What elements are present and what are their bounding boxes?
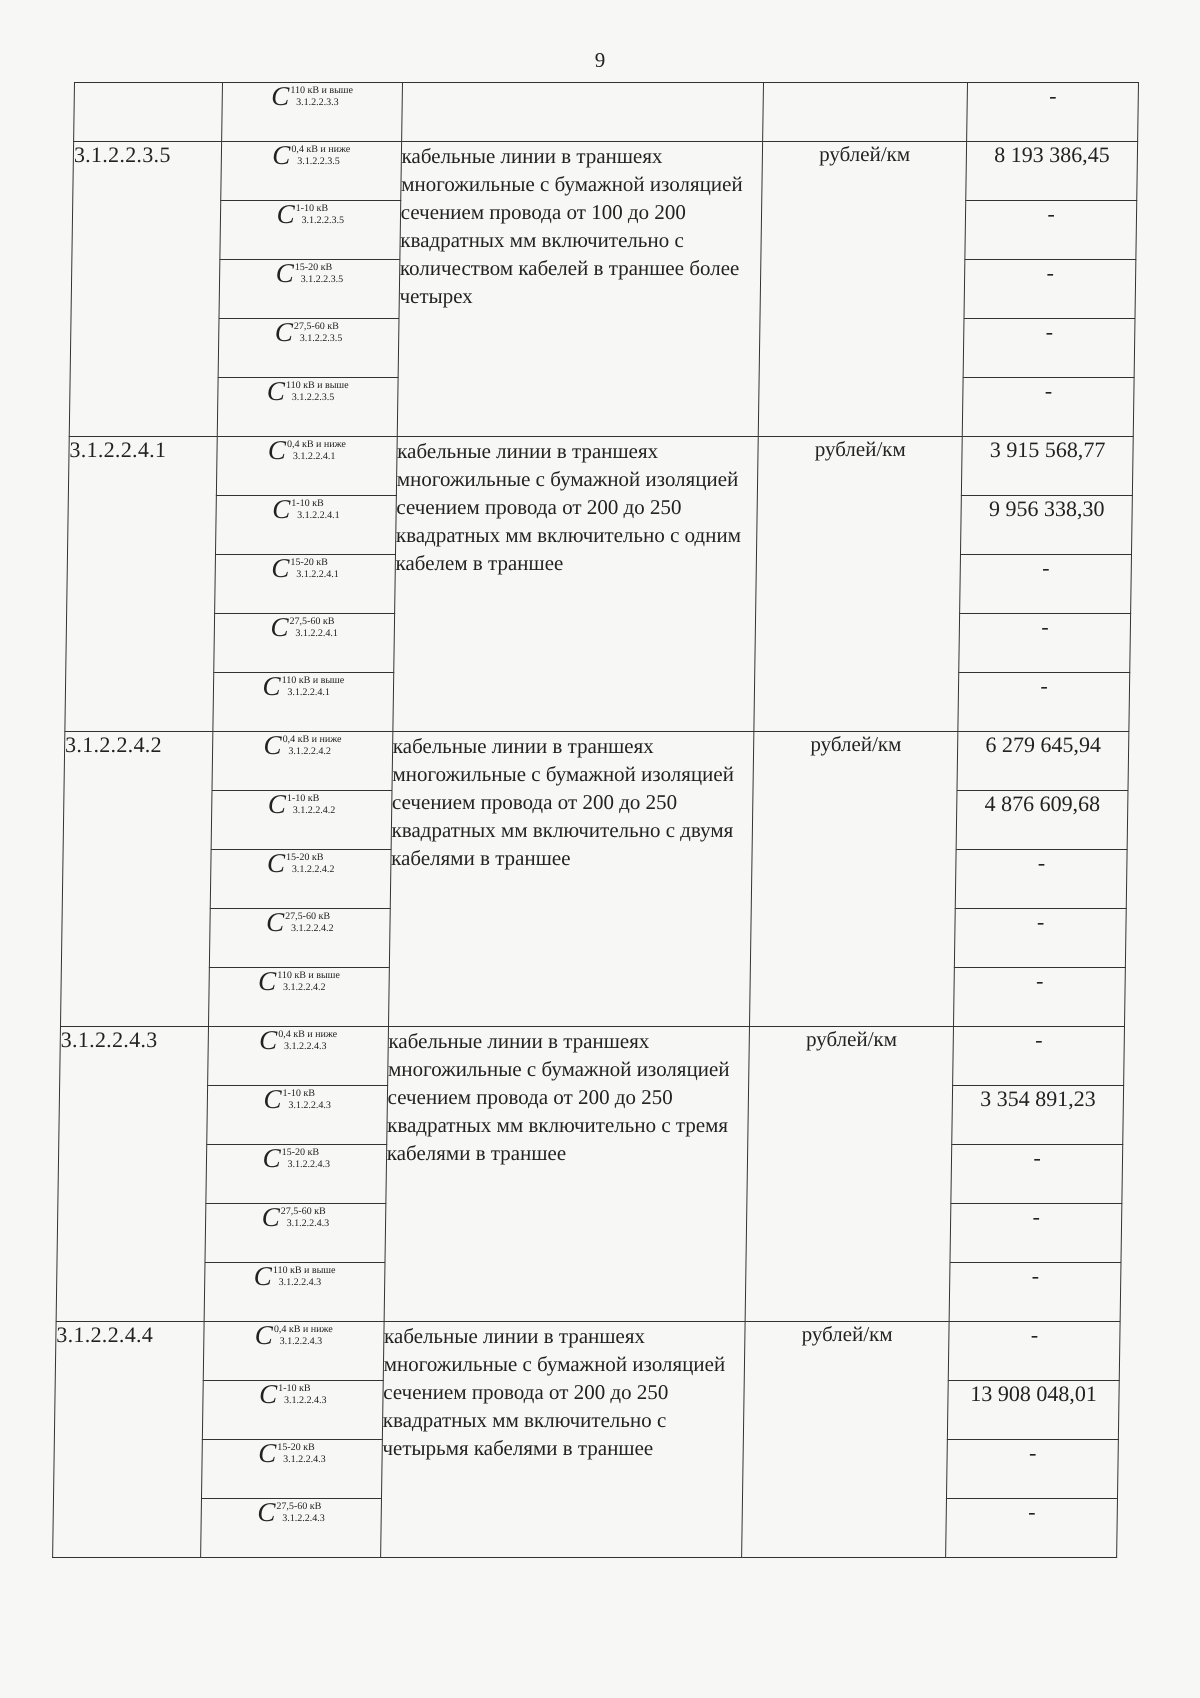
voltage-class-superscript: 0,4 кВ и ниже: [278, 1028, 338, 1040]
rate-symbol-cell: [221, 142, 402, 201]
rate-symbol-indices: [287, 793, 336, 817]
rate-symbol-letter: C: [266, 376, 286, 406]
voltage-class-superscript: 110 кВ и выше: [290, 84, 354, 96]
rate-symbol-cell: [204, 1263, 385, 1322]
rate-symbol-letter: C: [274, 317, 294, 347]
voltage-class-superscript: 27,5-60 кВ: [276, 1500, 322, 1512]
voltage-class-superscript: 15-20 кВ: [290, 556, 328, 568]
rate-symbol-letter: C: [267, 789, 287, 819]
rate-code-subscript: 3.1.2.2.4.3: [279, 1335, 323, 1347]
rate-symbol-letter: C: [261, 1202, 280, 1232]
rate-code-subscript: 3.1.2.2.4.3: [282, 1512, 325, 1524]
unit-cell: рублей/км: [750, 732, 958, 1027]
rate-symbol: [261, 1204, 329, 1231]
rate-value-cell: 3 354 891,23: [952, 1086, 1124, 1145]
rate-symbol: [255, 1322, 333, 1349]
tariff-table-body: [53, 83, 1139, 1558]
voltage-class-superscript: 110 кВ и выше: [277, 969, 340, 981]
unit-cell: рублей/км: [759, 142, 967, 437]
rate-symbol: [259, 1027, 337, 1054]
rate-value-cell: 4 876 609,68: [956, 791, 1128, 850]
rate-symbol-cell: [222, 83, 403, 142]
rate-code-subscript: 3.1.2.2.4.3: [283, 1394, 327, 1406]
rate-symbol-cell: [203, 1322, 384, 1381]
rate-symbol-letter: C: [271, 553, 290, 583]
rate-symbol: [258, 968, 340, 995]
table-row: [74, 83, 1139, 142]
rate-code-subscript: 3.1.2.2.4.3: [284, 1040, 327, 1052]
rate-symbol-indices: [276, 1501, 325, 1525]
rate-symbol-indices: [277, 1442, 326, 1466]
rate-value-cell: -: [964, 260, 1136, 319]
rate-symbol-letter: C: [271, 81, 290, 111]
rate-symbol: [266, 909, 334, 936]
item-description-cell: [401, 83, 764, 142]
rate-symbol: [263, 1086, 331, 1113]
rate-symbol: [262, 1145, 330, 1172]
rate-symbol-indices: [285, 911, 334, 935]
rate-symbol-letter: C: [258, 1379, 278, 1409]
rate-symbol-letter: C: [253, 1261, 273, 1291]
rate-value-cell: 9 956 338,30: [961, 496, 1133, 555]
rate-code-subscript: 3.1.2.2.4.3: [278, 1276, 322, 1288]
voltage-class-superscript: 15-20 кВ: [277, 1441, 315, 1453]
rate-symbol-cell: [212, 732, 393, 791]
rate-code-subscript: 3.1.2.2.3.3: [296, 96, 339, 108]
rate-symbol: [268, 437, 346, 464]
rate-value-cell: -: [949, 1263, 1121, 1322]
rate-symbol-letter: C: [257, 1497, 276, 1527]
rate-symbol-cell: [210, 850, 391, 909]
rate-value-cell: -: [955, 850, 1127, 909]
rate-symbol-indices: [282, 1088, 331, 1112]
voltage-class-superscript: 0,4 кВ и ниже: [291, 143, 351, 155]
rate-symbol-letter: C: [276, 199, 295, 229]
rate-symbol-indices: [294, 321, 343, 345]
rate-symbol-indices: [295, 203, 344, 227]
rate-value-cell: -: [958, 673, 1130, 732]
rate-symbol: [262, 673, 344, 700]
rate-symbol-letter: C: [266, 848, 286, 878]
rate-code-subscript: 3.1.2.2.4.1: [292, 450, 336, 462]
rate-symbol-indices: [282, 734, 341, 758]
rate-symbol-indices: [281, 675, 344, 699]
rate-symbol-cell: [215, 555, 396, 614]
item-code-cell: 3.1.2.2.3.5: [69, 142, 221, 437]
unit-cell: рублей/км: [742, 1322, 949, 1558]
rate-symbol-indices: [278, 1383, 327, 1407]
rate-code-subscript: 3.1.2.2.4.3: [283, 1453, 326, 1465]
rate-symbol-cell: [201, 1440, 382, 1499]
voltage-class-superscript: 27,5-60 кВ: [280, 1205, 326, 1217]
rate-symbol-indices: [286, 852, 335, 876]
voltage-class-superscript: 27,5-60 кВ: [289, 615, 335, 627]
rate-symbol-cell: [214, 614, 395, 673]
rate-code-subscript: 3.1.2.2.4.1: [295, 627, 338, 639]
rate-symbol-letter: C: [267, 435, 287, 465]
rate-symbol-indices: [277, 970, 340, 994]
item-description-cell: кабельные линии в траншеях многожильные с бумажной изоляцией сечением провода от 200 до 250 квадратных мм включительно с тремя кабелями в траншее: [384, 1027, 750, 1322]
rate-symbol: [271, 555, 339, 582]
rate-symbol-indices: [287, 439, 346, 463]
rate-code-subscript: 3.1.2.2.4.2: [290, 922, 334, 934]
table-row: [73, 142, 1138, 201]
rate-symbol-cell: [205, 1204, 386, 1263]
voltage-class-superscript: 1-10 кВ: [291, 497, 324, 509]
rate-symbol-indices: [290, 85, 353, 109]
rate-symbol-letter: C: [257, 1438, 277, 1468]
tariff-table: [52, 82, 1139, 1558]
item-description-cell: кабельные линии в траншеях многожильные с бумажной изоляцией сечением провода от 100 до 200 квадратных мм включительно с количеством кабелей в траншее более четырех: [397, 142, 763, 437]
voltage-class-superscript: 110 кВ и выше: [281, 674, 345, 686]
rate-symbol-cell: [201, 1499, 382, 1558]
rate-code-subscript: 3.1.2.2.4.1: [297, 509, 340, 521]
rate-code-subscript: 3.1.2.2.4.3: [288, 1099, 331, 1111]
rate-symbol-indices: [291, 498, 340, 522]
table-row: [55, 1322, 1120, 1381]
rate-symbol-indices: [278, 1029, 337, 1053]
voltage-class-superscript: 0,4 кВ и ниже: [286, 438, 346, 450]
rate-symbol: [275, 319, 343, 346]
voltage-class-superscript: 15-20 кВ: [285, 851, 324, 863]
rate-symbol-cell: [208, 968, 389, 1027]
voltage-class-superscript: 27,5-60 кВ: [293, 320, 339, 332]
rate-symbol-letter: C: [262, 1143, 281, 1173]
rate-symbol-letter: C: [271, 494, 291, 524]
rate-symbol-indices: [273, 1265, 336, 1289]
rate-symbol-letter: C: [263, 730, 282, 760]
item-description-cell: кабельные линии в траншеях многожильные с бумажной изоляцией сечением провода от 200 до 250 квадратных мм включительно с одним кабелем в траншее: [393, 437, 759, 732]
rate-value-cell: -: [962, 378, 1134, 437]
rate-symbol-cell: [215, 496, 396, 555]
voltage-class-superscript: 1-10 кВ: [278, 1382, 311, 1394]
rate-code-subscript: 3.1.2.2.3.5: [301, 214, 345, 226]
voltage-class-superscript: 1-10 кВ: [295, 202, 329, 214]
rate-code-subscript: 3.1.2.2.4.3: [287, 1158, 331, 1170]
table-row: [68, 437, 1133, 496]
rate-value-cell: -: [946, 1499, 1118, 1558]
rate-symbol-cell: [202, 1381, 383, 1440]
rate-symbol-indices: [286, 380, 349, 404]
rate-code-subscript: 3.1.2.2.4.1: [296, 568, 339, 580]
item-description-cell: кабельные линии в траншеях многожильные с бумажной изоляцией сечением провода от 200 до 250 квадратных мм включительно с двумя кабелями в траншее: [388, 732, 754, 1027]
rate-symbol-indices: [274, 1324, 333, 1348]
rate-symbol-cell: [218, 319, 399, 378]
item-code-cell: 3.1.2.2.4.3: [56, 1027, 208, 1322]
rate-symbol-cell: [220, 201, 401, 260]
rate-code-subscript: 3.1.2.2.3.5: [299, 332, 343, 344]
rate-code-subscript: 3.1.2.2.4.1: [287, 686, 331, 698]
unit-cell: рублей/км: [745, 1027, 953, 1322]
rate-symbol-letter: C: [263, 1084, 282, 1114]
rate-value-cell: -: [965, 201, 1137, 260]
rate-value-cell: -: [959, 614, 1131, 673]
item-code-cell: 3.1.2.2.4.1: [65, 437, 217, 732]
rate-symbol: [257, 1499, 325, 1526]
rate-symbol: [267, 850, 335, 877]
rate-code-subscript: 3.1.2.2.4.3: [286, 1217, 330, 1229]
rate-symbol: [263, 732, 341, 759]
rate-code-subscript: 3.1.2.2.4.2: [288, 745, 332, 757]
rate-symbol: [270, 614, 338, 641]
voltage-class-superscript: 15-20 кВ: [281, 1146, 320, 1158]
table-row: [60, 1027, 1125, 1086]
rate-symbol-cell: [219, 260, 400, 319]
rate-symbol-letter: C: [265, 907, 285, 937]
rate-symbol-cell: [217, 378, 398, 437]
rate-code-subscript: 3.1.2.2.3.5: [291, 391, 335, 403]
unit-cell: [763, 83, 968, 142]
rate-code-subscript: 3.1.2.2.3.5: [297, 155, 340, 167]
rate-symbol-letter: C: [262, 671, 281, 701]
rate-code-subscript: 3.1.2.2.3.5: [300, 273, 344, 285]
rate-value-cell: -: [967, 83, 1139, 142]
rate-symbol-cell: [216, 437, 397, 496]
rate-symbol-cell: [206, 1145, 387, 1204]
unit-cell: рублей/км: [754, 437, 962, 732]
rate-symbol: [254, 1263, 336, 1290]
voltage-class-superscript: 110 кВ и выше: [272, 1264, 336, 1276]
rate-code-subscript: 3.1.2.2.4.2: [283, 981, 326, 993]
item-code-cell: [74, 83, 223, 142]
rate-value-cell: -: [960, 555, 1132, 614]
rate-value-cell: -: [948, 1322, 1120, 1381]
rate-symbol: [267, 378, 349, 405]
rate-value-cell: -: [950, 1204, 1122, 1263]
rate-value-cell: -: [955, 909, 1127, 968]
rate-symbol: [268, 791, 336, 818]
rate-symbol-indices: [281, 1147, 330, 1171]
rate-symbol-letter: C: [258, 1025, 278, 1055]
rate-symbol: [276, 260, 344, 287]
rate-symbol-letter: C: [270, 612, 289, 642]
rate-symbol-cell: [207, 1086, 388, 1145]
item-description-cell: кабельные линии в траншеях многожильные с бумажной изоляцией сечением провода от 200 до 250 квадратных мм включительно с четырьмя кабелями в траншее: [380, 1322, 745, 1558]
rate-value-cell: -: [954, 968, 1126, 1027]
rate-symbol-cell: [213, 673, 394, 732]
rate-value-cell: 8 193 386,45: [966, 142, 1138, 201]
voltage-class-superscript: 1-10 кВ: [286, 792, 320, 804]
rate-value-cell: -: [947, 1440, 1119, 1499]
rate-symbol: [258, 1440, 326, 1467]
rate-symbol-letter: C: [254, 1320, 274, 1350]
rate-symbol: [272, 496, 340, 523]
voltage-class-superscript: 27,5-60 кВ: [285, 910, 331, 922]
item-code-cell: 3.1.2.2.4.2: [60, 732, 212, 1027]
rate-symbol: [259, 1381, 327, 1408]
rate-symbol: [271, 83, 353, 110]
rate-symbol-indices: [281, 1206, 330, 1230]
voltage-class-superscript: 1-10 кВ: [282, 1087, 316, 1099]
rate-code-subscript: 3.1.2.2.4.2: [291, 863, 335, 875]
rate-symbol-cell: [208, 1027, 389, 1086]
item-code-cell: 3.1.2.2.4.4: [53, 1322, 204, 1558]
rate-value-cell: 3 915 568,77: [962, 437, 1134, 496]
voltage-class-superscript: 0,4 кВ и ниже: [273, 1323, 333, 1335]
rate-value-cell: 13 908 048,01: [948, 1381, 1120, 1440]
rate-symbol-letter: C: [257, 966, 277, 996]
rate-symbol-letter: C: [272, 140, 291, 170]
rate-symbol-cell: [211, 791, 392, 850]
page-number: 9: [594, 48, 606, 72]
rate-symbol-letter: C: [275, 258, 294, 288]
rate-symbol: [272, 142, 350, 169]
rate-symbol-indices: [291, 144, 350, 168]
rate-code-subscript: 3.1.2.2.4.2: [292, 804, 336, 816]
rate-value-cell: -: [953, 1027, 1125, 1086]
voltage-class-superscript: 0,4 кВ и ниже: [282, 733, 342, 745]
rate-value-cell: -: [951, 1145, 1123, 1204]
rate-value-cell: -: [963, 319, 1135, 378]
voltage-class-superscript: 15-20 кВ: [294, 261, 333, 273]
rate-symbol-indices: [289, 616, 338, 640]
rate-symbol-indices: [290, 557, 339, 581]
rate-symbol-indices: [295, 262, 344, 286]
rate-value-cell: 6 279 645,94: [957, 732, 1129, 791]
rate-symbol-cell: [209, 909, 390, 968]
rate-symbol: [276, 201, 344, 228]
table-row: [64, 732, 1129, 791]
voltage-class-superscript: 110 кВ и выше: [285, 379, 349, 391]
